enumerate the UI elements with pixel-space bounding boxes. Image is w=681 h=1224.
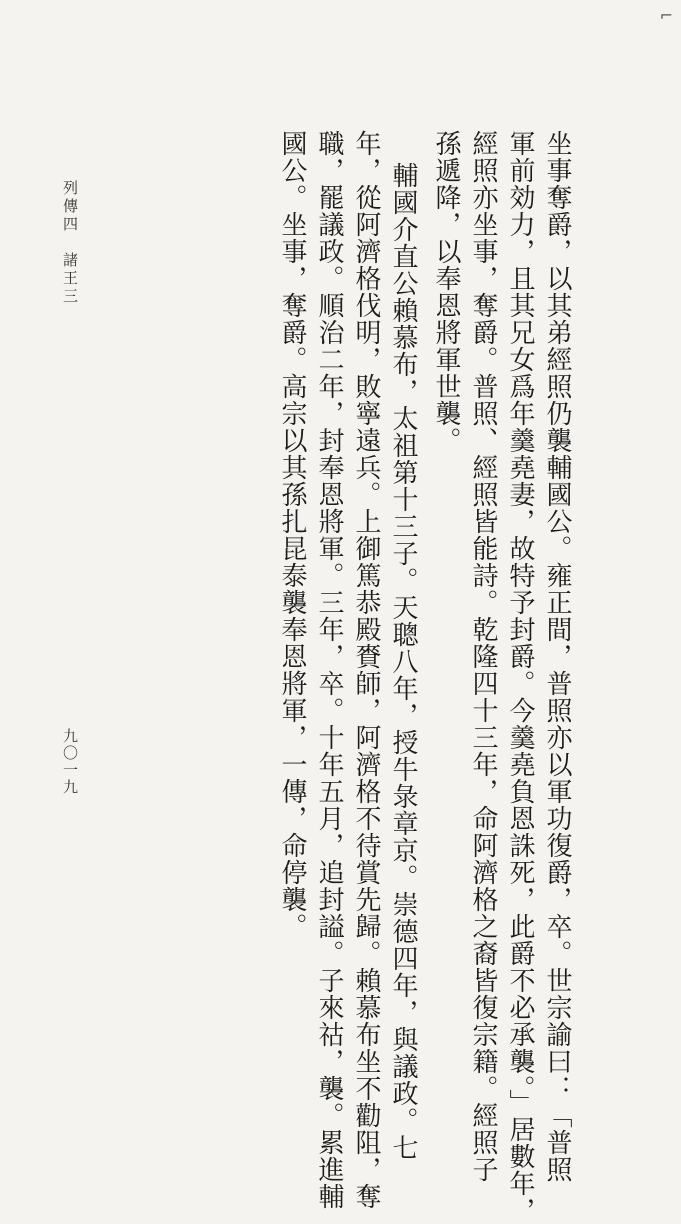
text-column-7: 職，罷議政。順治二年，封奉恩將軍。三年，卒。十年五月，追封謚。子來祜，襲。累進輔 [314,130,344,1210]
text-column-2: 軍前効力，且其兄女爲年羹堯妻，故特予封爵。今羹堯負恩誅死，此爵不必承襲。」居數年， [505,130,535,1224]
text-column-4: 孫遞降，以奉恩將軍世襲。 [431,130,461,454]
margin-header: 列傳四 諸王三 [61,180,79,306]
text-column-3: 經照亦坐事，奪爵。普照、經照皆能詩。乾隆四十三年，命阿濟格之裔皆復宗籍。經照子 [468,130,498,1183]
text-column-8: 國公。坐事，奪爵。高宗以其孫扎昆泰襲奉恩將軍，一傳，命停襲。 [277,130,307,940]
text-column-5: 輔國介直公賴慕布，太祖第十三子。天聰八年，授牛彔章京。崇德四年，與議政。七 [388,162,418,1161]
page-number: 九〇一九 [61,728,79,796]
corner-mark: ⌐ [659,6,673,25]
text-column-6: 年，從阿濟格伐明，敗寧遠兵。上御篤恭殿賚師，阿濟格不待賞先歸。賴慕布坐不勸阻，奪 [351,130,381,1210]
text-column-1: 坐事奪爵，以其弟經照仍襲輔國公。雍正間，普照亦以軍功復爵，卒。世宗諭曰：「普照 [542,130,572,1183]
